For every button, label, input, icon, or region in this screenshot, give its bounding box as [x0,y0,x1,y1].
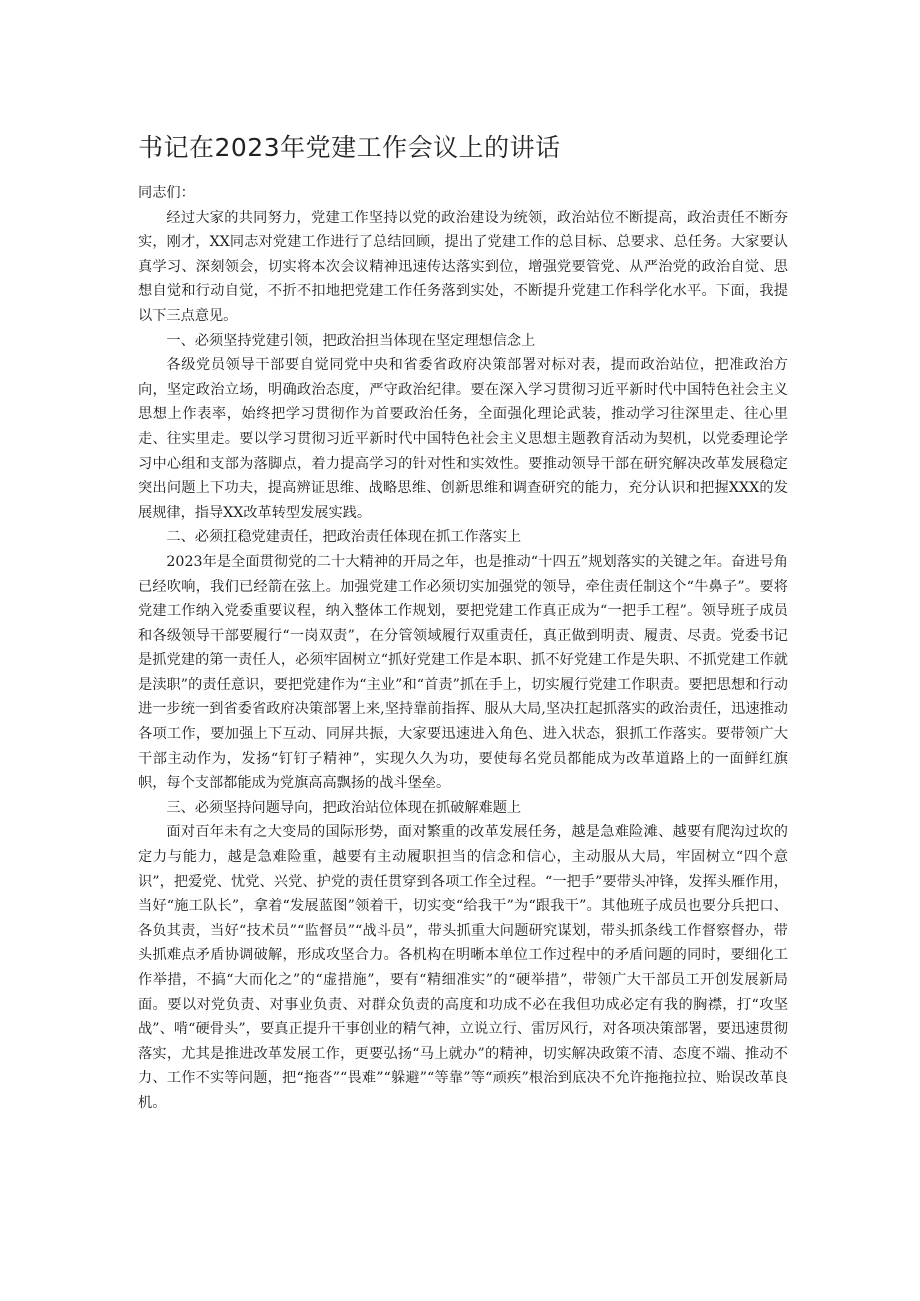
document-body [138,181,788,1116]
section-paragraph-1: 各级党员领导干部要自觉同党中央和省委省政府决策部署对标对表，提而政治站位，把准政治方向，坚定政治立场，明确政治态度，严守政治纪律。要在深入学习贯彻习近平新时代中国特色社会主义思想上作表率，始终把学习贯彻作为首要政治任务，全面强化理论武装，推动学习往深里走、往心里走、往实里走。要以学习贯彻习近平新时代中国特色社会主义思想主题教育活动为契机，以党委理论学习中心组和支部为落脚点，着力提高学习的针对性和实效性。要推动领导干部在研究解决改革发展稳定突出问题上下功夫，提高辨证思维、战略思维、创新思维和调查研究的能力，充分认识和把握XXX的发展规律，指导XX改革转型发展实践。 [138,357,788,521]
section-heading-1: 一、必须坚持党建引领，把政治担当体现在坚定理想信念上 [166,332,536,349]
document-title: 书记在2023年党建工作会议上的讲话 [138,133,561,162]
section-paragraph-3: 面对百年未有之大变局的国际形势，面对繁重的改革发展任务，越是急难险滩、越要有爬沟过坎的定力与能力，越是急难险重，越要有主动履职担当的信念和信心，主动服从大局，牢固树立“四个意识”，把爱党、忧党、兴党、护党的责任贯穿到各项工作全过程。“一把手”要带头冲锋，发挥头雁作用，当好“施工队长”，拿着“发展蓝图”领着干，切实变“给我干”为“跟我干”。其他班子成员也要分兵把口、各负其责，当好“技术员”“监督员”“战斗员”，带头抓重大问题研究谋划，带头抓条线工作督察督办，带头抓难点矛盾协调破解，形成攻坚合力。各机构在明晰本单位工作过程中的矛盾问题的同时，要细化工作举措，不搞“大而化之”的“虚措施”，要有“精细准实”的“硬举措”，带领广大干部员工开创发展新局面。要以对党负责、对事业负责、对群众负责的高度和功成不必在我但功成必定有我的胸襟，打“攻坚战”、啃“硬骨头”，要真正提升干事创业的精气神，立说立行、雷厉风行，对各项决策部署，要迅速贯彻落实，尤其是推进改革发展工作，更要弘扬“马上就办”的精神，切实解决政策不清、态度不端、推动不力、工作不实等问题，把“拖沓”“畏难”“躲避”“等靠”等“顽疾”根治到底决不允许拖拖拉拉、贻误改革良机。 [138,824,788,1111]
section-heading-2: 二、必须扛稳党建责任，把政治责任体现在抓工作落实上 [166,529,522,546]
section-paragraph-2: 2023年是全面贯彻党的二十大精神的开局之年，也是推动“十四五”规划落实的关键之年。奋进号角已经吹响，我们已经箭在弦上。加强党建工作必须切实加强党的领导，牵住责任制这个“牛鼻子”。要将党建工作纳入党委重要议程，纳入整体工作规划，要把党建工作真正成为“一把手工程”。领导班子成员和各级领导干部要履行“一岗双责”，在分管领域履行双重责任，真正做到明责、履责、尽责。党委书记是抓党建的第一责任人，必须牢固树立“抓好党建工作是本职、抓不好党建工作是失职、不抓党建工作就是渎职”的责任意识，要把党建作为“主业”和“首责”抓在手上，切实履行党建工作职责。要把思想和行动进一步统一到省委省政府决策部署上来,坚持靠前指挥、服从大局,坚决扛起抓落实的政治责任，迅速推动各项工作，要加强上下互动、同屏共振，大家要迅速进入角色、进入状态，狠抓工作落实。要带领广大干部主动作为，发扬“钉钉子精神”，实现久久为功，要使每名党员都能成为改革道路上的一面鲜红旗帜，每个支部都能成为党旗高高飘扬的战斗堡垒。 [138,553,788,792]
salutation: 同志们： [138,185,195,201]
intro-paragraph: 经过大家的共同努力，党建工作坚持以党的政治建设为统领，政治站位不断提高，政治责任不断夯实，刚才，XX同志对党建工作进行了总结回顾，提出了党建工作的总目标、总要求、总任务。大家要认真学习、深刻领会，切实将本次会议精神迅速传达落实到位，增强党要管党、从严治党的政治自觉、思想自觉和行动自觉，不折不扣地把党建工作任务落到实处，不断提升党建工作科学化水平。下面，我提以下三点意见。 [138,209,788,324]
section-heading-3: 三、必须坚持问题导向，把政治站位体现在抓破解难题上 [166,799,522,816]
